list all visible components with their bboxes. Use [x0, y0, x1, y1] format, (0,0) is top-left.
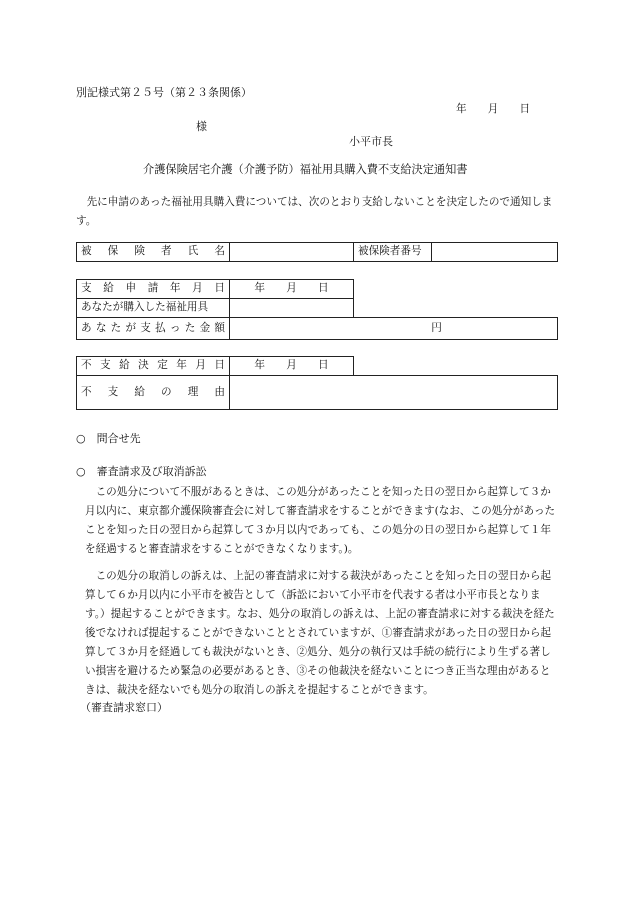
decision-table	[76, 356, 558, 410]
insured-number-label: 被保険者番号	[354, 243, 432, 262]
application-date-value[interactable]: 年 月 日	[230, 280, 354, 299]
appeal-heading: ○ 審査請求及び取消訴訟	[76, 465, 207, 478]
purchased-item-field[interactable]	[230, 299, 354, 318]
decision-date-label: 不支給決定年月日	[77, 357, 230, 376]
document-title: 介護保険居宅介護（介護予防）福祉用具購入費不支給決定通知書	[143, 163, 468, 176]
insured-table	[76, 242, 558, 262]
purchased-item-label: あなたが購入した福祉用具	[77, 299, 230, 318]
form-id: 別記様式第２５号（第２３条関係）	[76, 86, 252, 99]
intro-paragraph: 先に申請のあった福祉用具購入費については、次のとおり支給しないことを決定したので通知します。	[76, 196, 553, 227]
appeal-window: （審査請求窓口）	[80, 701, 168, 714]
reason-field[interactable]	[230, 376, 558, 410]
reason-label: 不支給の理由	[77, 376, 230, 410]
decision-date-value[interactable]: 年 月 日	[230, 357, 354, 376]
insured-number-field[interactable]	[432, 243, 558, 262]
appeal-paragraph-1: この処分について不服があるときは、この処分があったことを知った日の翌日から起算して３か月以内に、東京都介護保険審査会に対して審査請求をすることができます(なお、この処分があったことを知った日の翌日から起算して３か月以内であっても、この処分の日の翌日から起算して１年を経過すると審査請求をすることができなくなります。)。	[85, 486, 556, 555]
addressee-suffix: 様	[196, 120, 207, 133]
yen-unit: 円	[431, 321, 442, 334]
sender-name: 小平市長	[349, 135, 393, 148]
amount-paid-field[interactable]	[230, 318, 558, 340]
issue-date: 年 月 日	[456, 103, 531, 115]
contact-heading: ○ 問合せ先	[76, 432, 141, 445]
amount-paid-label: あなたが支払った金額	[77, 318, 230, 340]
application-table	[76, 279, 558, 340]
appeal-paragraph-2: この処分の取消しの訴えは、上記の審査請求に対する裁決があったことを知った日の翌日から起算して６か月以内に小平市を被告として（訴訟において小平市を代表する者は小平市長となります。）提起することができます。なお、処分の取消しの訴えは、上記の審査請求に対する裁決を経た後でなければ提起することができないこととされていますが、①審査請求があった日の翌日から起算して３か月を経過しても裁決がないとき、②処分、処分の執行又は手続の続行により生ずる著しい損害を避けるため緊急の必要があるとき、③その他裁決を経ないことにつき正当な理由があるときは、裁決を経ないでも処分の取消しの訴えを提起することができます。	[85, 570, 555, 696]
insured-name-field[interactable]	[230, 243, 354, 262]
insured-name-label: 被保険者氏名	[77, 243, 230, 262]
application-date-label: 支給申請年月日	[77, 280, 230, 299]
